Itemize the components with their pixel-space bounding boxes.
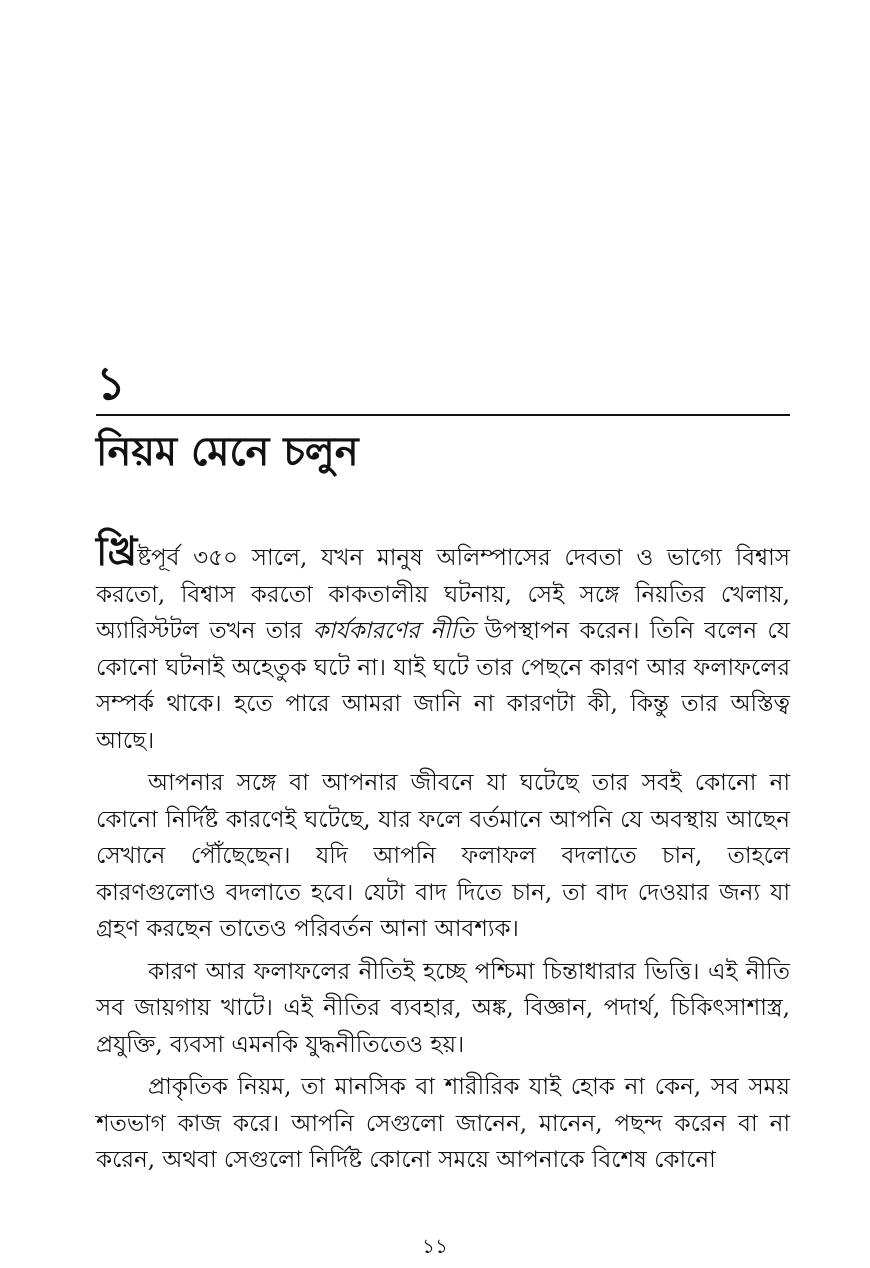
paragraph-1-text-after: উপস্থাপন করেন। তিনি বলেন যে কোনো ঘটনাই অহেতুক ঘটে না। যাই ঘটে তার পেছনে কারণ আর ফলাফলের সম্পর্ক থাকে। হতে পারে আমরা জানি না কারণটা কী, কিন্তু তার অস্তিত্ব আছে।	[96, 618, 791, 754]
paragraph-3: কারণ আর ফলাফলের নীতিই হচ্ছে পশ্চিমা চিন্তাধারার ভিত্তি। এই নীতি সব জায়গায় খাটে। এই নীতির ব্যবহার, অঙ্ক, বিজ্ঞান, পদার্থ, চিকিৎসাশাস্ত্র, প্রযুক্তি, ব্যবসা এমনকি যুদ্ধনীতিতেও হয়।	[96, 958, 790, 1058]
chapter-body	[96, 528, 791, 1185]
paragraph-1	[96, 528, 791, 759]
chapter-number: ১	[96, 356, 126, 410]
page-number: ১১	[422, 1234, 448, 1258]
drop-cap: খ্রি	[96, 528, 138, 575]
paragraph-1-italic-term: কার্যকারণের নীতি	[312, 618, 475, 644]
paragraph-2: আপনার সঙ্গে বা আপনার জীবনে যা ঘটেছে তার সবই কোনো না কোনো নির্দিষ্ট কারণেই ঘটেছে, যার ফলে বর্তমানে আপনি যে অবস্থায় আছেন সেখানে পৌঁছেছেন। যদি আপনি ফলাফল বদলাতে চান, তাহলে কারণগুলোও বদলাতে হবে। যেটা বাদ দিতে চান, তা বাদ দেওয়ার জন্য যা গ্রহণ করছেন তাতেও পরিবর্তন আনা আবশ্যক।	[96, 770, 790, 942]
chapter-divider	[96, 414, 790, 416]
paragraph-4: প্রাকৃতিক নিয়ম, তা মানসিক বা শারীরিক যাই হোক না কেন, সব সময় শতভাগ কাজ করে। আপনি সেগুলো জানেন, মানেন, পছন্দ করেন বা না করেন, অথবা সেগুলো নির্দিষ্ট কোনো সময়ে আপনাকে বিশেষ কোনো	[96, 1074, 790, 1173]
paragraph-1-text-before: ষ্টপূর্ব ৩৫০ সালে, যখন মানুষ অলিম্পাসের দেবতা ও ভাগ্যে বিশ্বাস করতো, বিশ্বাস করতো কাকতালীয় ঘটনায়, সেই সঙ্গে নিয়তির খেলায়, অ্যারিস্টটল তখন তার	[96, 545, 790, 644]
chapter-title: নিয়ম মেনে চলুন	[96, 429, 359, 475]
